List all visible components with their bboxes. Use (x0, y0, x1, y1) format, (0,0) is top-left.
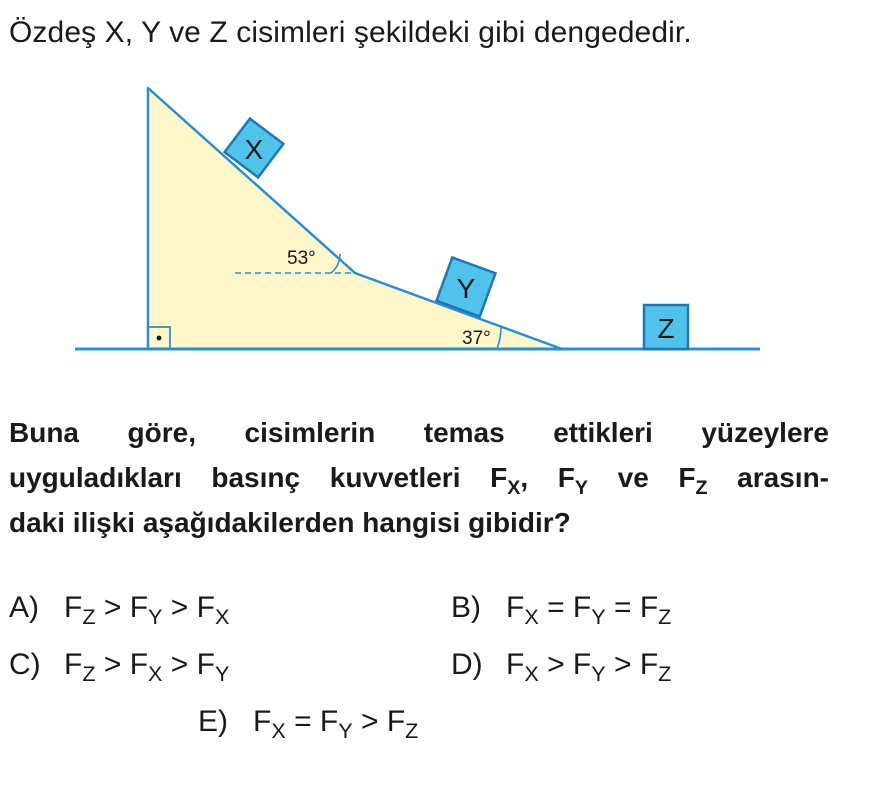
option-e-expression: $F_X = F_Y > F_Z$ (253, 705, 419, 743)
option-e[interactable] (198, 705, 419, 743)
option-b[interactable] (451, 591, 672, 629)
option-e-letter: E) (198, 705, 228, 738)
option-d-expression: $F_X > F_Y > F_Z$ (506, 648, 672, 686)
block-x-label: X (244, 134, 264, 165)
option-b-letter: B) (451, 591, 481, 624)
option-c-letter: C) (9, 648, 41, 681)
question-line-1: Buna göre, cisimlerin temas ettikleri yüzeylere (9, 417, 829, 448)
option-a[interactable] (9, 591, 230, 629)
question-line-2: uyguladıkları basınç kuvvetleri $F_X$, $F_Y$ ve $F_Z$ arasın- (9, 462, 829, 499)
intro-text: Özdeş X, Y ve Z cisimleri şekildeki gibi dengededir. (9, 16, 692, 49)
option-d-letter: D) (451, 648, 483, 681)
option-b-expression: $F_X = F_Y = F_Z$ (506, 591, 672, 629)
angle-label-37: 37° (462, 328, 491, 349)
option-c[interactable] (9, 648, 230, 686)
question-line-3: daki ilişki aşağıdakilerden hangisi gibidir? (9, 507, 571, 538)
right-angle-dot (157, 336, 162, 341)
option-d[interactable] (451, 648, 672, 686)
option-a-expression: $F_Z > F_Y > F_X$ (64, 591, 230, 629)
question-text (9, 410, 829, 545)
block-z-label: Z (657, 313, 675, 344)
block-y-label: Y (456, 273, 476, 304)
option-c-expression: $F_Z > F_X > F_Y$ (64, 648, 230, 686)
wedge (148, 88, 562, 349)
angle-label-53: 53° (287, 248, 316, 269)
option-a-letter: A) (9, 591, 39, 624)
